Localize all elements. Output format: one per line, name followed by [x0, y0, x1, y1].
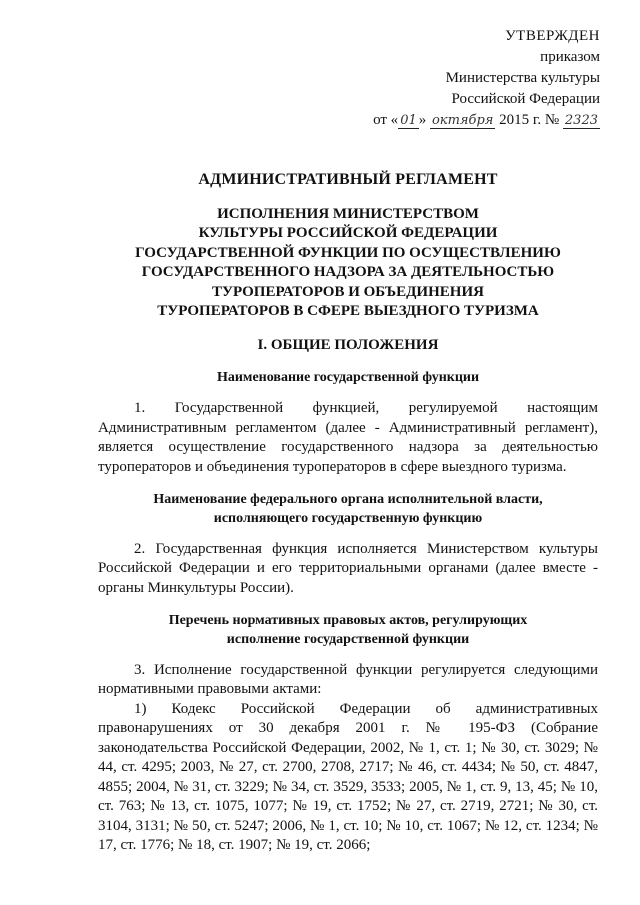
subheading-line: исполняющего государственную функцию [213, 510, 483, 526]
approval-line-country: Российской Федерации [451, 91, 600, 107]
section-title: I. ОБЩИЕ ПОЛОЖЕНИЯ [257, 336, 439, 353]
subheading-line: Перечень нормативных правовых актов, регулирующих [168, 613, 528, 629]
approval-line-order: приказом [540, 49, 600, 65]
subtitle-line: ГОСУДАРСТВЕННОЙ ФУНКЦИИ ПО ОСУЩЕСТВЛЕНИЮ [135, 244, 561, 261]
subtitle-line: ТУРОПЕРАТОРОВ И ОБЪЕДИНЕНИЯ [212, 283, 484, 300]
subheading-function-name: Наименование государственной функции [216, 370, 480, 386]
approval-title: УТВЕРЖДЕН [505, 28, 600, 44]
paragraph-4: 1) Кодекс Российской Федерации об административных правонарушениях от 30 декабря 2001 г. № 195-ФЗ (Собрание законодательства Российской Федерации, 2002, № 1, ст. 1; № 30, ст. 3029; № 44, ст. 4295; 2003, № 27, ст. 2700, 2708, 2717; № 46, ст. 4434; № 50, ст. 4847, 4855; 2004, № 31, ст. 3229; № 34, ст. 3529, 3533; 2005, № 1, ст. 9, 13, 45; № 10, ст. 763; № 13, ст. 1075, 1077; № 19, ст. 1752; № 27, ст. 2719, 2721; № 30, ст. 3104, 3131; № 50, ст. 5247; 2006, № 1, ст. 10; № 10, ст. 1067; № 12, ст. 1234; № 17, ст. 1776; № 18, ст. 1907; № 19, ст. 2066; [98, 700, 598, 854]
date-mid: » [418, 112, 427, 128]
document-title: АДМИНИСТРАТИВНЫЙ РЕГЛАМЕНТ [198, 171, 498, 188]
subheading-executive-body [98, 491, 598, 527]
date-year: 2015 г. № [499, 112, 560, 128]
subtitle-line: ИСПОЛНЕНИЯ МИНИСТЕРСТВОМ [217, 205, 479, 222]
subtitle-line: ТУРОПЕРАТОРОВ В СФЕРЕ ВЫЕЗДНОГО ТУРИЗМА [157, 303, 539, 320]
paragraph-1: 1. Государственной функцией, регулируемой настоящим Административным регламентом (далее - Административный регламент), является осуществление государственного надзора за деятельностью туроператоров и объединения туроператоров в сфере выездного туризма. [98, 400, 598, 475]
approval-line-ministry: Министерства культуры [445, 70, 600, 86]
handwritten-month: октября [431, 113, 494, 128]
subtitle-line: КУЛЬТУРЫ РОССИЙСКОЙ ФЕДЕРАЦИИ [198, 225, 498, 242]
document-body [98, 170, 598, 856]
handwritten-number: 2323 [564, 113, 598, 128]
paragraph-2: 2. Государственная функция исполняется Министерством культуры Российской Федерации и его территориальными органами (далее вместе - органы Минкультуры России). [98, 540, 598, 596]
date-prefix: от « [373, 112, 399, 128]
approval-date-line [320, 110, 600, 131]
handwritten-day: 01 [400, 113, 417, 128]
subheading-line: исполнение государственной функции [226, 631, 470, 647]
document-subtitle [98, 205, 598, 322]
approval-block [320, 26, 600, 131]
subtitle-line: ГОСУДАРСТВЕННОГО НАДЗОРА ЗА ДЕЯТЕЛЬНОСТЬЮ [141, 264, 555, 281]
paragraph-3: 3. Исполнение государственной функции регулируется следующими нормативными правовыми актами: [98, 661, 598, 698]
subheading-legal-acts [98, 612, 598, 648]
subheading-line: Наименование федерального органа исполнительной власти, [153, 492, 543, 508]
